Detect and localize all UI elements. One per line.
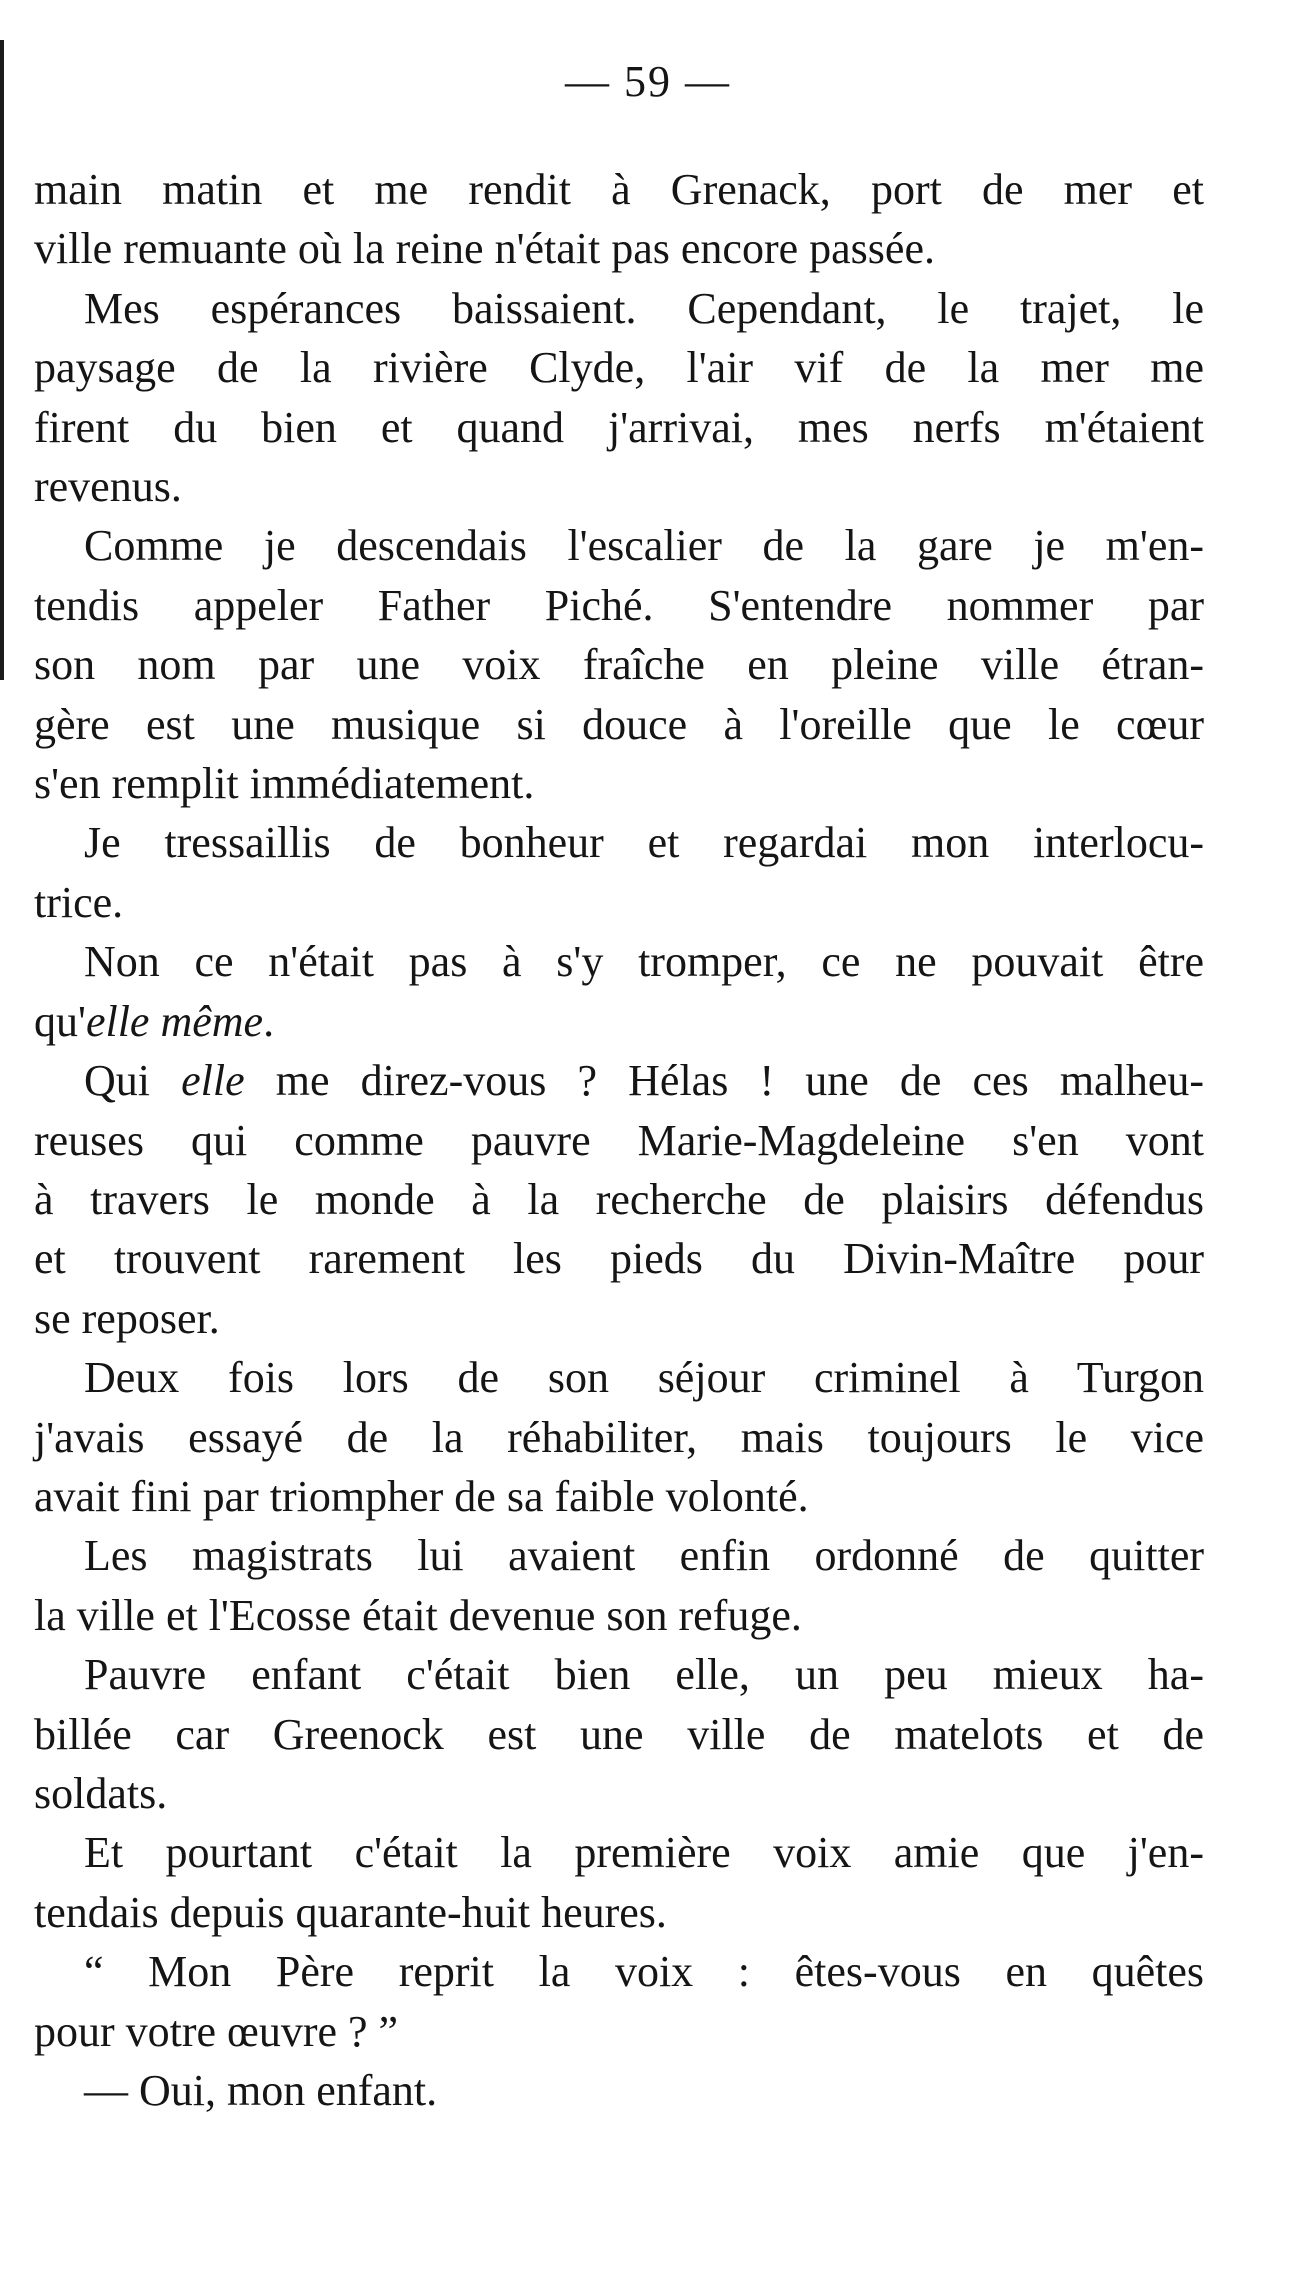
- text-line: reuses qui comme pauvre Marie-Magdeleine s'en vont: [34, 1115, 1204, 1165]
- paragraph: [34, 1823, 1204, 1942]
- paragraph: [34, 279, 1204, 517]
- italic-run: elle même: [85, 996, 264, 1046]
- paragraph: [34, 932, 1204, 1051]
- paragraph: [34, 813, 1204, 932]
- text-line: Pauvre enfant c'était bien elle, un peu mieux ha-: [84, 1650, 1204, 1700]
- text-line: Je tressaillis de bonheur et regardai mon interlocu-: [84, 818, 1204, 868]
- paragraph: [34, 2061, 1204, 2120]
- text-line: main matin et me rendit à Grenack, port de mer et: [34, 165, 1204, 214]
- page-number: — 59 —: [565, 57, 731, 106]
- italic-run: elle: [181, 1056, 245, 1106]
- text-line: Les magistrats lui avaient enfin ordonné de quitter: [84, 1531, 1204, 1581]
- text-line: “ Mon Père reprit la voix : êtes-vous en quêtes: [84, 1947, 1204, 1997]
- text-line: à travers le monde à la recherche de plaisirs défendus: [34, 1174, 1204, 1224]
- text-line: et trouvent rarement les pieds du Divin-Maître pour: [34, 1234, 1204, 1284]
- text-line: ville remuante où la reine n'était pas encore passée.: [34, 224, 935, 274]
- paragraph: [34, 1526, 1204, 1645]
- text-line: Deux fois lors de son séjour criminel à Turgon: [84, 1353, 1204, 1403]
- paragraph: [34, 160, 1204, 279]
- text-line: pour votre œuvre ? ”: [34, 2006, 399, 2056]
- text-line: [34, 1051, 1204, 1110]
- text-line: se reposer.: [34, 1293, 220, 1343]
- text-run: Qui: [84, 1056, 182, 1106]
- text-line: avait fini par triompher de sa faible volonté.: [34, 1471, 809, 1521]
- paragraph: [34, 1051, 1204, 1348]
- paragraph: [34, 1942, 1204, 2061]
- scan-edge-mark: [0, 40, 4, 680]
- text-line: tendis appeler Father Piché. S'entendre nommer par: [34, 580, 1204, 630]
- text-line: Comme je descendais l'escalier de la gare je m'en-: [84, 521, 1204, 571]
- paragraph: [34, 1645, 1204, 1823]
- text-line: Et pourtant c'était la première voix amie que j'en-: [84, 1828, 1204, 1878]
- text-line: billée car Greenock est une ville de matelots et de: [34, 1709, 1204, 1759]
- text-line: tendais depuis quarante-huit heures.: [34, 1887, 667, 1937]
- text-line: s'en remplit immédiatement.: [34, 759, 535, 809]
- text-body: [34, 160, 1204, 2120]
- text-line: gère est une musique si douce à l'oreille que le cœur: [34, 699, 1204, 749]
- paragraph: [34, 1348, 1204, 1526]
- text-line: la ville et l'Ecosse était devenue son refuge.: [34, 1590, 802, 1640]
- text-line: paysage de la rivière Clyde, l'air vif de la mer me: [34, 343, 1204, 393]
- text-line: Non ce n'était pas à s'y tromper, ce ne pouvait être: [84, 937, 1204, 987]
- text-run: me direz-vous ? Hélas ! une de ces malheu-: [244, 1056, 1204, 1106]
- paragraph: [34, 516, 1204, 813]
- text-line: firent du bien et quand j'arrivai, mes nerfs m'étaient: [34, 402, 1204, 452]
- text-run: .: [263, 996, 275, 1046]
- text-run: qu': [34, 996, 86, 1046]
- text-line: son nom par une voix fraîche en pleine ville étran-: [34, 640, 1204, 690]
- text-line: revenus.: [34, 462, 182, 512]
- text-line: Mes espérances baissaient. Cependant, le trajet, le: [84, 283, 1204, 333]
- text-line: trice.: [34, 877, 124, 927]
- text-line: — Oui, mon enfant.: [84, 2066, 438, 2115]
- text-line: j'avais essayé de la réhabiliter, mais toujours le vice: [34, 1412, 1204, 1462]
- text-line: [34, 992, 1204, 1051]
- text-line: soldats.: [34, 1768, 168, 1818]
